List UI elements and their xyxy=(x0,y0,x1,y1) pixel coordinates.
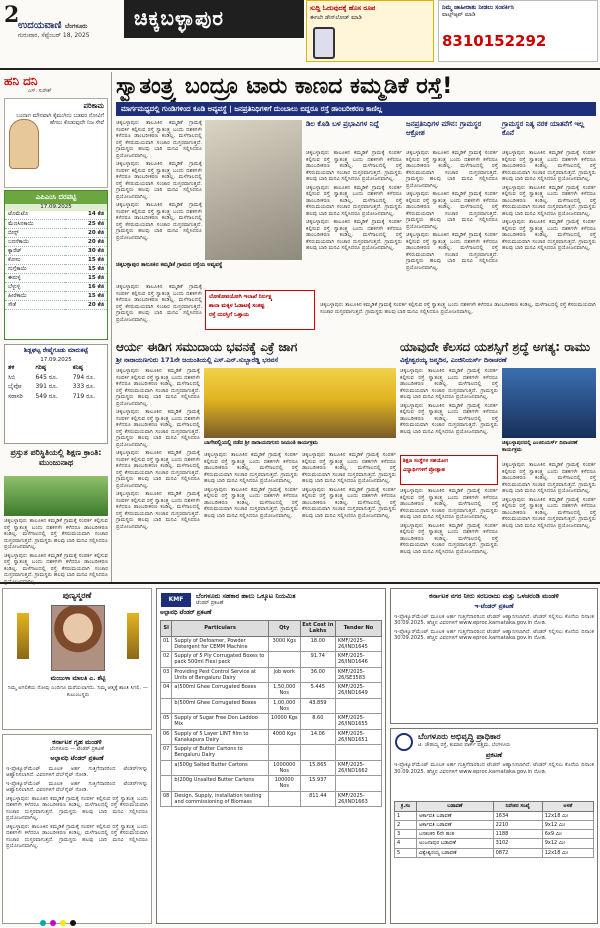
bda-cell: 12x18 ಮೀ xyxy=(542,848,593,857)
bda-cell: 1 xyxy=(395,811,417,820)
kmf-particulars: Providing Pest Control Service at Units of Bengaluru Dairy xyxy=(172,667,268,683)
water-board-notice xyxy=(390,588,598,724)
bda-title: ಬೆಂಗಳೂರು ಅಭಿವೃದ್ಧಿ ಪ್ರಾಧಿಕಾರ xyxy=(418,732,501,741)
kmf-row xyxy=(161,636,382,652)
bullet-item: ವಿದ್ಯಾರ್ಥಿಗಳಿಗೆ ಪ್ರೋತ್ಸಾಹ xyxy=(403,466,445,473)
event-photo xyxy=(204,368,396,438)
silk-row xyxy=(5,382,107,392)
silk-type: ಸಿಬಿ xyxy=(8,373,16,381)
kmf-cost: 18.00 xyxy=(300,636,335,652)
bda-emblem-icon xyxy=(395,733,413,751)
registration-mark xyxy=(60,920,66,926)
road-photo xyxy=(205,120,302,260)
notice-body: ಇ-ಪ್ರೊಕ್ಯೂರ್‌ಮೆಂಟ್ ಮೂಲಕ ಅರ್ಹ ಗುತ್ತಿಗೆದಾರರಿಂದ ಟೆಂಡರ್ ಆಹ್ವಾನಿಸಲಾಗಿದೆ. ಟೆಂಡರ್ ಸಲ್ಲಿಸಲು ಕೊನೆಯ ದಿನಾಂಕ 30.09.2025. ಹೆಚ್ಚಿನ ವಿವರಗಳಿಗೆ www.eproc.karnataka.gov.in ನೋಡಿ. ಇ-ಪ್ರೊಕ್ಯೂರ್‌ಮೆಂಟ್ ಮೂಲಕ ಅರ್ಹ ಗುತ್ತಿಗೆದಾರರಿಂದ ಟೆಂಡರ್ ಆಹ್ವಾನಿಸಲಾಗಿದೆ. ಟೆಂಡರ್ ಸಲ್ಲಿಸಲು ಕೊನೆಯ ದಿನಾಂಕ 30.09.2025. ಹೆಚ್ಚಿನ ವಿವರಗಳಿಗೆ www.eproc.karnataka.gov.in ನೋಡಿ. xyxy=(394,613,594,642)
kmf-row xyxy=(161,652,382,668)
kmf-tender-no: KMF/2025-26/IND1662 xyxy=(335,760,381,776)
kmf-qty: 10000 Kgs xyxy=(268,714,300,730)
kmf-qty: 1,50,000 Nos xyxy=(268,683,300,699)
apmc-price: 15 ಕೆಜಿ xyxy=(65,265,107,274)
silk-max: 391 ರೂ. xyxy=(35,383,58,391)
kmf-particulars: Supply of Sugar Free Don Laddoo Mix xyxy=(172,714,268,730)
apmc-price: 14 ಕೆಜಿ xyxy=(65,211,107,220)
silk-title: ಶಿಡ್ಲಘಟ್ಟ ರೇಷ್ಮೆಗೂಡು ಮಾರುಕಟ್ಟೆ xyxy=(23,347,89,354)
bullet-item: ಶಿಕ್ಷಣ ಸಂಸ್ಥೆಗಳ ಸಹಯೋಗ xyxy=(403,458,449,464)
apmc-row xyxy=(5,283,107,292)
registration-mark xyxy=(50,920,56,926)
silk-market-box xyxy=(4,344,108,444)
apmc-item: ಮೆಣಸಿನಕಾಯಿ xyxy=(5,220,65,229)
main-story-col1b: ಚಿಕ್ಕಬಳ್ಳಾಪುರ: ತಾಲೂಕಿನ ಕಮ್ಮಡಿಕೆ ಗ್ರಾಮಕ್ಕೆ ಸಂಪರ್ಕ ಕಲ್ಪಿಸುವ ರಸ್ತೆ ಸ್ವಾತಂತ್ರ್ಯ ಬಂದು ದಶಕಗಳೇ ಕಳೆದರೂ ಡಾಂಬರೀಕರಣ ಕಂಡಿಲ್ಲ. ಮಳೆಗಾಲದಲ್ಲಿ ರಸ್ತೆ ಕೆಸರುಮಯವಾಗಿ ಸಂಚಾರ ದುಸ್ತರವಾಗುತ್ತದೆ. ಗ್ರಾಮಸ್ಥರು ಹಲವು ಬಾರಿ ಮನವಿ ಸಲ್ಲಿಸಿದರೂ ಪ್ರಯೋಜನವಾಗಿಲ್ಲ. xyxy=(116,284,202,323)
bda-row xyxy=(395,839,594,848)
sidebar-box-3 xyxy=(502,120,596,150)
kmf-tender-no xyxy=(335,745,381,761)
kmf-cost: 91.74 xyxy=(300,652,335,668)
kmf-cost: 15.865 xyxy=(300,760,335,776)
bda-col: ಬಡಾವಣೆ xyxy=(417,802,494,811)
obituary-name: ಮಂಜುಳಾ ಮಾಲತಿ ಎ. ಶೆಟ್ಟಿ xyxy=(50,675,106,682)
tender-heading: ಅಲ್ಪಾವಧಿ ಟೆಂಡರ್ ಪ್ರಕಟಣೆ xyxy=(50,755,104,763)
kmf-tender-no: KMF/2025-26/IND1645 xyxy=(335,636,381,652)
apmc-item: ಕೋಸು xyxy=(5,256,65,265)
app-ad-title: ಸುದ್ದಿ ಓದುವುದಕ್ಕೆ ಹೊಸ ರೂಪ xyxy=(310,4,376,12)
apmc-price: 16 ಕೆಜಿ xyxy=(65,283,107,292)
notice-title: ಕರ್ನಾಟಕ ನಗರ ನೀರು ಸರಬರಾಜು ಮತ್ತು ಒಳಚರಂಡಿ ಮಂಡಳಿ xyxy=(429,592,559,600)
bda-cell: 0872 xyxy=(493,848,542,857)
kmf-qty: 1,00,000 Nos xyxy=(268,698,300,714)
main-headline[interactable]: ಸ್ವಾತಂತ್ರ್ಯ ಬಂದ್ರೂ ಟಾರು ಕಾಣದ ಕಮ್ಮಡಿಕೆ ರಸ್ತೆ! xyxy=(116,74,453,99)
kmf-tender-no xyxy=(335,776,381,792)
apmc-row xyxy=(5,256,107,265)
poem-text: ಬಂದಾಗ ಮೌನವಾಗಿ ಕೈಮುಗಿದು ಬಡವರ ನೋವಿಗೆ ಹೆಗಲು ಕೊಡುವುದೇ ನಿಜ ಸೇವೆ xyxy=(16,112,104,126)
obituary-text: ನಿಮ್ಮ ಅಗಲಿಕೆಯ ನೋವು ಎಂದಿಗೂ ಮರೆಯಲಾಗದು. ನಿಮ್ಮ ಆತ್ಮಕ್ಕೆ ಶಾಂತಿ ಸಿಗಲಿ. — ಕುಟುಂಬಸ್ಥರು xyxy=(8,685,148,698)
kmf-particulars: Supply of 5 Layer LINT film to Kanakapura Dairy xyxy=(172,729,268,745)
bda-cell: ಅಂಜನಾಪುರ ಬಡಾವಣೆ xyxy=(417,839,494,848)
silk-row xyxy=(5,392,107,402)
bda-body: ಇ-ಪ್ರೊಕ್ಯೂರ್‌ಮೆಂಟ್ ಮೂಲಕ ಅರ್ಹ ಗುತ್ತಿಗೆದಾರರಿಂದ ಟೆಂಡರ್ ಆಹ್ವಾನಿಸಲಾಗಿದೆ. ಟೆಂಡರ್ ಸಲ್ಲಿಸಲು ಕೊನೆಯ ದಿನಾಂಕ 30.09.2025. ಹೆಚ್ಚಿನ ವಿವರಗಳಿಗೆ www.eproc.karnataka.gov.in ನೋಡಿ. xyxy=(394,762,594,775)
apmc-row xyxy=(5,265,107,274)
engineers-photo xyxy=(502,368,596,438)
apmc-row xyxy=(5,274,107,283)
silk-min: 794 ರೂ. xyxy=(72,373,95,381)
kmf-row xyxy=(161,776,382,792)
advertise-ad-title: ನಿಮ್ಮ ಜಾಹೀರಾತು ನೀಡಲು ಸಂಪರ್ಕಿಸಿ xyxy=(442,4,514,11)
left-story-body: ಚಿಕ್ಕಬಳ್ಳಾಪುರ: ತಾಲೂಕಿನ ಕಮ್ಮಡಿಕೆ ಗ್ರಾಮಕ್ಕೆ ಸಂಪರ್ಕ ಕಲ್ಪಿಸುವ ರಸ್ತೆ ಸ್ವಾತಂತ್ರ್ಯ ಬಂದು ದಶಕಗಳೇ ಕಳೆದರೂ ಡಾಂಬರೀಕರಣ ಕಂಡಿಲ್ಲ. ಮಳೆಗಾಲದಲ್ಲಿ ರಸ್ತೆ ಕೆಸರುಮಯವಾಗಿ ಸಂಚಾರ ದುಸ್ತರವಾಗುತ್ತದೆ. ಗ್ರಾಮಸ್ಥರು ಹಲವು ಬಾರಿ ಮನವಿ ಸಲ್ಲಿಸಿದರೂ ಪ್ರಯೋಜನವಾಗಿಲ್ಲ. ಚಿಕ್ಕಬಳ್ಳಾಪುರ: ತಾಲೂಕಿನ ಕಮ್ಮಡಿಕೆ ಗ್ರಾಮಕ್ಕೆ ಸಂಪರ್ಕ ಕಲ್ಪಿಸುವ ರಸ್ತೆ ಸ್ವಾತಂತ್ರ್ಯ ಬಂದು ದಶಕಗಳೇ ಕಳೆದರೂ ಡಾಂಬರೀಕರಣ ಕಂಡಿಲ್ಲ. ಮಳೆಗಾಲದಲ್ಲಿ ರಸ್ತೆ ಕೆಸರುಮಯವಾಗಿ ಸಂಚಾರ ದುಸ್ತರವಾಗುತ್ತದೆ. ಗ್ರಾಮಸ್ಥರು ಹಲವು ಬಾರಿ ಮನವಿ ಸಲ್ಲಿಸಿದರೂ xyxy=(4,518,108,578)
apmc-price: 25 ಕೆಜಿ xyxy=(65,220,107,229)
silk-date: 17.09.2025 xyxy=(40,356,72,363)
kmf-logo: KMF xyxy=(161,593,191,607)
bda-row xyxy=(395,848,594,857)
kmf-col: Sl xyxy=(161,620,172,636)
apmc-row xyxy=(5,301,107,310)
kmf-cost xyxy=(300,745,335,761)
kmf-sl xyxy=(161,760,172,776)
silk-min: 719 ರೂ. xyxy=(72,392,95,400)
apmc-row xyxy=(5,292,107,301)
column-author: ಎಸ್. ಸುರೇಶ್ xyxy=(28,88,52,94)
apmc-row xyxy=(5,220,107,229)
main-story-col3: ಚಿಕ್ಕಬಳ್ಳಾಪುರ: ತಾಲೂಕಿನ ಕಮ್ಮಡಿಕೆ ಗ್ರಾಮಕ್ಕೆ ಸಂಪರ್ಕ ಕಲ್ಪಿಸುವ ರಸ್ತೆ ಸ್ವಾತಂತ್ರ್ಯ ಬಂದು ದಶಕಗಳೇ ಕಳೆದರೂ ಡಾಂಬರೀಕರಣ ಕಂಡಿಲ್ಲ. ಮಳೆಗಾಲದಲ್ಲಿ ರಸ್ತೆ ಕೆಸರುಮಯವಾಗಿ ಸಂಚಾರ ದುಸ್ತರವಾಗುತ್ತದೆ. ಗ್ರಾಮಸ್ಥರು ಹಲವು ಬಾರಿ ಮನವಿ ಸಲ್ಲಿಸಿದರೂ ಪ್ರಯೋಜನವಾಗಿಲ್ಲ. ಚಿಕ್ಕಬಳ್ಳಾಪುರ: ತಾಲೂಕಿನ ಕಮ್ಮಡಿಕೆ ಗ್ರಾಮಕ್ಕೆ ಸಂಪರ್ಕ ಕಲ್ಪಿಸುವ ರಸ್ತೆ ಸ್ವಾತಂತ್ರ್ಯ ಬಂದು ದಶಕಗಳೇ ಕಳೆದರೂ ಡಾಂಬರೀಕರಣ ಕಂಡಿಲ್ಲ. ಮಳೆಗಾಲದಲ್ಲಿ ರಸ್ತೆ ಕೆಸರುಮಯವಾಗಿ ಸಂಚಾರ ದುಸ್ತರವಾಗುತ್ತದೆ. ಗ್ರಾಮಸ್ಥರು ಹಲವು ಬಾರಿ ಮನವಿ ಸಲ್ಲಿಸಿದರೂ ಪ್ರಯೋಜನವಾಗಿಲ್ಲ. ಚಿಕ್ಕಬಳ್ಳಾಪುರ: ತಾಲೂಕಿನ ಕಮ್ಮಡಿಕೆ ಗ್ರಾಮಕ್ಕೆ ಸಂಪರ್ಕ ಕಲ್ಪಿಸುವ ರಸ್ತೆ ಸ್ವಾತಂತ್ರ್ಯ ಬಂದು ದಶಕಗಳೇ ಕಳೆದರೂ ಡಾಂಬರೀಕರಣ ಕಂಡಿಲ್ಲ. ಮಳೆಗಾಲದಲ್ಲಿ ರಸ್ತೆ ಕೆಸರುಮಯವಾಗಿ ಸಂಚಾರ ದುಸ್ತರವಾಗುತ್ತದೆ. ಗ್ರಾಮಸ್ಥರು ಹಲವು ಬಾರಿ ಮನವಿ ಸಲ್ಲಿಸಿದರೂ ಪ್ರಯೋಜನವಾಗಿಲ್ಲ. xyxy=(406,150,498,271)
silk-col: ಕನಿಷ್ಠ xyxy=(72,364,83,372)
app-ad-sub: ಈಗಲೇ ಡೌನ್‌ಲೋಡ್ ಮಾಡಿ xyxy=(310,15,362,22)
engineers-day-col2: ಚಿಕ್ಕಬಳ್ಳಾಪುರ: ತಾಲೂಕಿನ ಕಮ್ಮಡಿಕೆ ಗ್ರಾಮಕ್ಕೆ ಸಂಪರ್ಕ ಕಲ್ಪಿಸುವ ರಸ್ತೆ ಸ್ವಾತಂತ್ರ್ಯ ಬಂದು ದಶಕಗಳೇ ಕಳೆದರೂ ಡಾಂಬರೀಕರಣ ಕಂಡಿಲ್ಲ. ಮಳೆಗಾಲದಲ್ಲಿ ರಸ್ತೆ ಕೆಸರುಮಯವಾಗಿ ಸಂಚಾರ ದುಸ್ತರವಾಗುತ್ತದೆ. ಗ್ರಾಮಸ್ಥರು ಹಲವು ಬಾರಿ ಮನವಿ ಸಲ್ಲಿಸಿದರೂ ಪ್ರಯೋಜನವಾಗಿಲ್ಲ. ಚಿಕ್ಕಬಳ್ಳಾಪುರ: ತಾಲೂಕಿನ ಕಮ್ಮಡಿಕೆ ಗ್ರಾಮಕ್ಕೆ ಸಂಪರ್ಕ ಕಲ್ಪಿಸುವ ರಸ್ತೆ ಸ್ವಾತಂತ್ರ್ಯ ಬಂದು ದಶಕಗಳೇ ಕಳೆದರೂ ಡಾಂಬರೀಕರಣ ಕಂಡಿಲ್ಲ. ಮಳೆಗಾಲದಲ್ಲಿ ರಸ್ತೆ ಕೆಸರುಮಯವಾಗಿ ಸಂಚಾರ ದುಸ್ತರವಾಗುತ್ತದೆ. ಗ್ರಾಮಸ್ಥರು ಹಲವು ಬಾರಿ ಮನವಿ ಸಲ್ಲಿಸಿದರೂ ಪ್ರಯೋಜನವಾಗಿಲ್ಲ. xyxy=(400,488,498,555)
bda-row xyxy=(395,811,594,820)
bda-cell: 1634 xyxy=(493,811,542,820)
dateline: ಗುರುವಾರ, ಸೆಪ್ಟೆಂಬರ್ 18, 2025 xyxy=(18,32,90,39)
kmf-row xyxy=(161,760,382,776)
registration-mark xyxy=(70,920,76,926)
kmf-subtitle: ಟೆಂಡರ್ ಪ್ರಕಟಣೆ xyxy=(196,600,224,607)
kmf-row xyxy=(161,683,382,699)
apmc-price-box xyxy=(4,190,108,340)
engineers-day-subhead: ವಿಶ್ವೇಶ್ವರಯ್ಯ ಜನ್ಮದಿನ, ಎಂಜಿನಿಯರ್ಸ್ ದಿನಾಚರಣೆ xyxy=(400,356,507,364)
silk-max: 645 ರೂ. xyxy=(35,373,58,381)
section-divider xyxy=(0,582,600,584)
bda-cell: 3 xyxy=(395,830,417,839)
kmf-particulars: Supply of Defoamer, Powder Detergent for CEMM Machine xyxy=(172,636,268,652)
apmc-row xyxy=(5,238,107,247)
phone-icon xyxy=(313,27,335,59)
sidebar-box-2 xyxy=(406,120,498,150)
kmf-sl: 01 xyxy=(161,636,172,652)
apmc-row xyxy=(5,211,107,220)
kmf-sl: 07 xyxy=(161,745,172,761)
apmc-item: ಕ್ಯಾರೆಟ್ xyxy=(5,247,65,256)
apmc-price: 15 ಕೆಜಿ xyxy=(65,292,107,301)
sidebar-box-1-title: ಡಿಲ ಕೊಡಿ ಬಳ ಪ್ರಭಾವಿಗಳ ನಿದ್ದೆ xyxy=(306,120,380,128)
kmf-particulars: b)500ml Ghee Corrugated Boxes xyxy=(172,698,268,714)
silk-type: ಬೈವೋ xyxy=(8,383,22,391)
kmf-cost: 43.859 xyxy=(300,698,335,714)
kmf-particulars: Supply of Butter Cartons to Bengaluru Dairy xyxy=(172,745,268,761)
kmf-tender xyxy=(156,588,386,924)
apmc-price: 20 ಕೆಜಿ xyxy=(65,238,107,247)
apmc-price: 20 ಕೆಜಿ xyxy=(65,229,107,238)
left-story-headline[interactable]: ಪ್ರಸ್ತುತ ಪರಿಸ್ಥಿತಿಯಲ್ಲಿ ಶಿಕ್ಷಣ ಕ್ರಾಂತಿ: ಮುಂಜುನಾಥ xyxy=(10,448,102,467)
column-title: ಹನಿ ದನಿ xyxy=(4,74,38,88)
kmf-row xyxy=(161,667,382,683)
advertise-ad[interactable] xyxy=(438,0,598,62)
registration-mark xyxy=(40,920,46,926)
apmc-item: ಸೌತೆ xyxy=(5,301,65,310)
kmf-cost: 8.60 xyxy=(300,714,335,730)
engineers-day-headline[interactable]: ಯಾವುದೇ ಕೆಲಸದ ಯಶಸ್ಸಿಗೆ ಶ್ರದ್ಧೆ ಅಗತ್ಯ: ರಾಮು xyxy=(400,340,591,354)
main-subhead: ಮಾರ್ಗಮಧ್ಯದಲ್ಲಿ ಗುಂಡಿಗಳಿಂದ ಕೂಡಿ ಅವ್ಯವಸ್ಥೆ | ಜನಪ್ರತಿನಿಧಿಗಳಿಗೆ ದುಂಬಾಲು ಬಿದ್ದರೂ ರಸ್ತೆ ಡಾಂಬರೀಕರಣ ಕಾಣಿಲ್ಲ xyxy=(116,102,596,116)
tender-title: ಕರ್ನಾಟಕ ಗೃಹ ಮಂಡಳಿ xyxy=(52,738,102,746)
bda-cell: 9x12 ಮೀ xyxy=(542,820,593,829)
kmf-col: Qty xyxy=(268,620,300,636)
bda-cell: ಬನಶಂಕರಿ 6ನೇ ಹಂತ xyxy=(417,830,494,839)
bda-cell: 2210 xyxy=(493,820,542,829)
advertise-ad-sub: ವಾಟ್ಸ್‌ಆ್ಯಪ್ ಮಾಡಿ xyxy=(442,11,476,18)
bda-cell: 1188 xyxy=(493,830,542,839)
kmf-col: Particulars xyxy=(172,620,268,636)
bda-subtitle: ಟಿ. ಚೌಡಯ್ಯ ರಸ್ತೆ, ಕುಮಾರ ಪಾರ್ಕ್ ಪಶ್ಚಿಮ, ಬೆಂಗಳೂರು xyxy=(418,742,511,748)
kmf-sl: 06 xyxy=(161,729,172,745)
apmc-item: ಬದನೆಕಾಯಿ xyxy=(5,238,65,247)
bda-row xyxy=(395,820,594,829)
community-hall-col3: ಚಿಕ್ಕಬಳ್ಳಾಪುರ: ತಾಲೂಕಿನ ಕಮ್ಮಡಿಕೆ ಗ್ರಾಮಕ್ಕೆ ಸಂಪರ್ಕ ಕಲ್ಪಿಸುವ ರಸ್ತೆ ಸ್ವಾತಂತ್ರ್ಯ ಬಂದು ದಶಕಗಳೇ ಕಳೆದರೂ ಡಾಂಬರೀಕರಣ ಕಂಡಿಲ್ಲ. ಮಳೆಗಾಲದಲ್ಲಿ ರಸ್ತೆ ಕೆಸರುಮಯವಾಗಿ ಸಂಚಾರ ದುಸ್ತರವಾಗುತ್ತದೆ. ಗ್ರಾಮಸ್ಥರು ಹಲವು ಬಾರಿ ಮನವಿ ಸಲ್ಲಿಸಿದರೂ ಪ್ರಯೋಜನವಾಗಿಲ್ಲ. ಚಿಕ್ಕಬಳ್ಳಾಪುರ: ತಾಲೂಕಿನ ಕಮ್ಮಡಿಕೆ ಗ್ರಾಮಕ್ಕೆ ಸಂಪರ್ಕ ಕಲ್ಪಿಸುವ ರಸ್ತೆ ಸ್ವಾತಂತ್ರ್ಯ ಬಂದು ದಶಕಗಳೇ ಕಳೆದರೂ ಡಾಂಬರೀಕರಣ ಕಂಡಿಲ್ಲ. ಮಳೆಗಾಲದಲ್ಲಿ ರಸ್ತೆ ಕೆಸರುಮಯವಾಗಿ ಸಂಚಾರ ದುಸ್ತರವಾಗುತ್ತದೆ. ಗ್ರಾಮಸ್ಥರು ಹಲವು ಬಾರಿ ಮನವಿ ಸಲ್ಲಿಸಿದರೂ ಪ್ರಯೋಜನವಾಗಿಲ್ಲ. xyxy=(302,452,396,519)
kmf-cost: 15.937 xyxy=(300,776,335,792)
bullet-item: ರಸ್ತೆ ದುರಸ್ತಿಗೆ ಒತ್ತಾಯ xyxy=(209,311,250,318)
kmf-row xyxy=(161,791,382,807)
silk-col: ತಳಿ xyxy=(8,364,15,372)
bda-cell: 4 xyxy=(395,839,417,848)
kmf-row xyxy=(161,729,382,745)
bda-row xyxy=(395,830,594,839)
kmf-sl: 02 xyxy=(161,652,172,668)
kmf-tender-no: KMF/2025-26/IND1663 xyxy=(335,791,381,807)
kmf-row xyxy=(161,745,382,761)
engineers-day-col3: ಚಿಕ್ಕಬಳ್ಳಾಪುರ: ತಾಲೂಕಿನ ಕಮ್ಮಡಿಕೆ ಗ್ರಾಮಕ್ಕೆ ಸಂಪರ್ಕ ಕಲ್ಪಿಸುವ ರಸ್ತೆ ಸ್ವಾತಂತ್ರ್ಯ ಬಂದು ದಶಕಗಳೇ ಕಳೆದರೂ ಡಾಂಬರೀಕರಣ ಕಂಡಿಲ್ಲ. ಮಳೆಗಾಲದಲ್ಲಿ ರಸ್ತೆ ಕೆಸರುಮಯವಾಗಿ ಸಂಚಾರ ದುಸ್ತರವಾಗುತ್ತದೆ. ಗ್ರಾಮಸ್ಥರು ಹಲವು ಬಾರಿ ಮನವಿ ಸಲ್ಲಿಸಿದರೂ ಪ್ರಯೋಜನವಾಗಿಲ್ಲ. ಚಿಕ್ಕಬಳ್ಳಾಪುರ: ತಾಲೂಕಿನ ಕಮ್ಮಡಿಕೆ ಗ್ರಾಮಕ್ಕೆ ಸಂಪರ್ಕ ಕಲ್ಪಿಸುವ ರಸ್ತೆ ಸ್ವಾತಂತ್ರ್ಯ ಬಂದು ದಶಕಗಳೇ ಕಳೆದರೂ ಡಾಂಬರೀಕರಣ ಕಂಡಿಲ್ಲ. ಮಳೆಗಾಲದಲ್ಲಿ ರಸ್ತೆ ಕೆಸರುಮಯವಾಗಿ ಸಂಚಾರ ದುಸ್ತರವಾಗುತ್ತದೆ. ಗ್ರಾಮಸ್ಥರು ಹಲವು ಬಾರಿ ಮನವಿ ಸಲ್ಲಿಸಿದರೂ ಪ್ರಯೋಜನವಾಗಿಲ್ಲ. xyxy=(502,462,596,529)
sidebar-box-1 xyxy=(306,120,402,146)
apmc-table xyxy=(5,211,107,311)
bda-cell: ಅರ್ಕಾವತಿ ಬಡಾವಣೆ xyxy=(417,820,494,829)
apmc-item: ಟೊಮೆಟೊ xyxy=(5,211,65,220)
bda-cell: ಅರ್ಕಾವತಿ ಬಡಾವಣೆ xyxy=(417,811,494,820)
kmf-sl: 03 xyxy=(161,667,172,683)
apmc-date: 17.09.2025 xyxy=(5,204,107,211)
kmf-sl xyxy=(161,776,172,792)
kmf-qty: 1000000 Nos xyxy=(268,760,300,776)
community-hall-col2: ಚಿಕ್ಕಬಳ್ಳಾಪುರ: ತಾಲೂಕಿನ ಕಮ್ಮಡಿಕೆ ಗ್ರಾಮಕ್ಕೆ ಸಂಪರ್ಕ ಕಲ್ಪಿಸುವ ರಸ್ತೆ ಸ್ವಾತಂತ್ರ್ಯ ಬಂದು ದಶಕಗಳೇ ಕಳೆದರೂ ಡಾಂಬರೀಕರಣ ಕಂಡಿಲ್ಲ. ಮಳೆಗಾಲದಲ್ಲಿ ರಸ್ತೆ ಕೆಸರುಮಯವಾಗಿ ಸಂಚಾರ ದುಸ್ತರವಾಗುತ್ತದೆ. ಗ್ರಾಮಸ್ಥರು ಹಲವು ಬಾರಿ ಮನವಿ ಸಲ್ಲಿಸಿದರೂ ಪ್ರಯೋಜನವಾಗಿಲ್ಲ. ಚಿಕ್ಕಬಳ್ಳಾಪುರ: ತಾಲೂಕಿನ ಕಮ್ಮಡಿಕೆ ಗ್ರಾಮಕ್ಕೆ ಸಂಪರ್ಕ ಕಲ್ಪಿಸುವ ರಸ್ತೆ ಸ್ವಾತಂತ್ರ್ಯ ಬಂದು ದಶಕಗಳೇ ಕಳೆದರೂ ಡಾಂಬರೀಕರಣ ಕಂಡಿಲ್ಲ. ಮಳೆಗಾಲದಲ್ಲಿ ರಸ್ತೆ ಕೆಸರುಮಯವಾಗಿ ಸಂಚಾರ ದುಸ್ತರವಾಗುತ್ತದೆ. ಗ್ರಾಮಸ್ಥರು ಹಲವು ಬಾರಿ ಮನವಿ ಸಲ್ಲಿಸಿದರೂ ಪ್ರಯೋಜನವಾಗಿಲ್ಲ. xyxy=(204,452,298,519)
bda-cell: 5 xyxy=(395,848,417,857)
apmc-item: ಬೆಳ್ಳುಳ್ಳಿ xyxy=(5,283,65,292)
kmf-particulars: b)200g Unsalted Butter Cartons xyxy=(172,776,268,792)
kmf-cost: 5.445 xyxy=(300,683,335,699)
apmc-price: 20 ಕೆಜಿ xyxy=(65,301,107,310)
apmc-item: ಬೀನ್ಸ್ xyxy=(5,229,65,238)
advertise-phone[interactable]: 8310152292 xyxy=(442,32,547,51)
apmc-price: 15 ಕೆಜಿ xyxy=(65,256,107,265)
obituary-box xyxy=(2,588,152,730)
bda-col: ಅಳತೆ xyxy=(542,802,593,811)
kmf-tender-no: KMF/2025-26/IND1655 xyxy=(335,714,381,730)
kmf-subhead: ಅಲ್ಪಾವಧಿ ಟೆಂಡರ್ ಪ್ರಕಟಣೆ xyxy=(160,610,212,617)
kmf-tender-no: KMF/2025-26/IND1649 xyxy=(335,683,381,699)
apmc-row xyxy=(5,229,107,238)
engineers-day-col1: ಚಿಕ್ಕಬಳ್ಳಾಪುರ: ತಾಲೂಕಿನ ಕಮ್ಮಡಿಕೆ ಗ್ರಾಮಕ್ಕೆ ಸಂಪರ್ಕ ಕಲ್ಪಿಸುವ ರಸ್ತೆ ಸ್ವಾತಂತ್ರ್ಯ ಬಂದು ದಶಕಗಳೇ ಕಳೆದರೂ ಡಾಂಬರೀಕರಣ ಕಂಡಿಲ್ಲ. ಮಳೆಗಾಲದಲ್ಲಿ ರಸ್ತೆ ಕೆಸರುಮಯವಾಗಿ ಸಂಚಾರ ದುಸ್ತರವಾಗುತ್ತದೆ. ಗ್ರಾಮಸ್ಥರು ಹಲವು ಬಾರಿ ಮನವಿ ಸಲ್ಲಿಸಿದರೂ ಪ್ರಯೋಜನವಾಗಿಲ್ಲ. ಚಿಕ್ಕಬಳ್ಳಾಪುರ: ತಾಲೂಕಿನ ಕಮ್ಮಡಿಕೆ ಗ್ರಾಮಕ್ಕೆ ಸಂಪರ್ಕ ಕಲ್ಪಿಸುವ ರಸ್ತೆ ಸ್ವಾತಂತ್ರ್ಯ ಬಂದು ದಶಕಗಳೇ ಕಳೆದರೂ ಡಾಂಬರೀಕರಣ ಕಂಡಿಲ್ಲ. ಮಳೆಗಾಲದಲ್ಲಿ ರಸ್ತೆ ಕೆಸರುಮಯವಾಗಿ ಸಂಚಾರ ದುಸ್ತರವಾಗುತ್ತದೆ. ಗ್ರಾಮಸ್ಥರು ಹಲವು ಬಾರಿ ಮನವಿ ಸಲ್ಲಿಸಿದರೂ ಪ್ರಯೋಜನವಾಗಿಲ್ಲ. xyxy=(400,368,498,435)
tender-subtitle: ಬೆಂಗಳೂರು — ಟೆಂಡರ್ ಪ್ರಕಟಣೆ xyxy=(49,746,105,753)
lamp-icon xyxy=(127,613,139,659)
silk-max: 549 ರೂ. xyxy=(35,392,58,400)
engineers-bullets xyxy=(400,455,498,485)
kmf-sl: 05 xyxy=(161,714,172,730)
left-story-photo xyxy=(4,476,108,516)
kmf-cost: 811.44 xyxy=(300,791,335,807)
main-story-col1: ಚಿಕ್ಕಬಳ್ಳಾಪುರ: ತಾಲೂಕಿನ ಕಮ್ಮಡಿಕೆ ಗ್ರಾಮಕ್ಕೆ ಸಂಪರ್ಕ ಕಲ್ಪಿಸುವ ರಸ್ತೆ ಸ್ವಾತಂತ್ರ್ಯ ಬಂದು ದಶಕಗಳೇ ಕಳೆದರೂ ಡಾಂಬರೀಕರಣ ಕಂಡಿಲ್ಲ. ಮಳೆಗಾಲದಲ್ಲಿ ರಸ್ತೆ ಕೆಸರುಮಯವಾಗಿ ಸಂಚಾರ ದುಸ್ತರವಾಗುತ್ತದೆ. ಗ್ರಾಮಸ್ಥರು ಹಲವು ಬಾರಿ ಮನವಿ ಸಲ್ಲಿಸಿದರೂ ಪ್ರಯೋಜನವಾಗಿಲ್ಲ. ಚಿಕ್ಕಬಳ್ಳಾಪುರ: ತಾಲೂಕಿನ ಕಮ್ಮಡಿಕೆ ಗ್ರಾಮಕ್ಕೆ ಸಂಪರ್ಕ ಕಲ್ಪಿಸುವ ರಸ್ತೆ ಸ್ವಾತಂತ್ರ್ಯ ಬಂದು ದಶಕಗಳೇ ಕಳೆದರೂ ಡಾಂಬರೀಕರಣ ಕಂಡಿಲ್ಲ. ಮಳೆಗಾಲದಲ್ಲಿ ರಸ್ತೆ ಕೆಸರುಮಯವಾಗಿ ಸಂಚಾರ ದುಸ್ತರವಾಗುತ್ತದೆ. ಗ್ರಾಮಸ್ಥರು ಹಲವು ಬಾರಿ ಮನವಿ ಸಲ್ಲಿಸಿದರೂ ಪ್ರಯೋಜನವಾಗಿಲ್ಲ. ಚಿಕ್ಕಬಳ್ಳಾಪುರ: ತಾಲೂಕಿನ ಕಮ್ಮಡಿಕೆ ಗ್ರಾಮಕ್ಕೆ ಸಂಪರ್ಕ ಕಲ್ಪಿಸುವ ರಸ್ತೆ ಸ್ವಾತಂತ್ರ್ಯ ಬಂದು ದಶಕಗಳೇ ಕಳೆದರೂ ಡಾಂಬರೀಕರಣ ಕಂಡಿಲ್ಲ. ಮಳೆಗಾಲದಲ್ಲಿ ರಸ್ತೆ ಕೆಸರುಮಯವಾಗಿ ಸಂಚಾರ ದುಸ್ತರವಾಗುತ್ತದೆ. ಗ್ರಾಮಸ್ಥರು ಹಲವು ಬಾರಿ ಮನವಿ ಸಲ್ಲಿಸಿದರೂ ಪ್ರಯೋಜನವಾಗಿಲ್ಲ. xyxy=(116,120,202,241)
newspaper-brand: ಉದಯವಾಣಿ ಬೆಂಗಳೂರು xyxy=(18,20,88,31)
obituary-portrait xyxy=(51,605,105,671)
kmf-sl: 04 xyxy=(161,683,172,699)
kmf-tender-no: KMF/2025-26/IND1651 xyxy=(335,729,381,745)
poem-title: ಪರಿಕಾಮ xyxy=(83,102,104,110)
silk-col: ಗರಿಷ್ಠ xyxy=(35,364,46,372)
silk-row xyxy=(5,373,107,383)
kmf-particulars: Supply of 5 Ply Corrugated Boxes to pack 500ml Flexi pack xyxy=(172,652,268,668)
main-story-tail: ಚಿಕ್ಕಬಳ್ಳಾಪುರ: ತಾಲೂಕಿನ ಕಮ್ಮಡಿಕೆ ಗ್ರಾಮಕ್ಕೆ ಸಂಪರ್ಕ ಕಲ್ಪಿಸುವ ರಸ್ತೆ ಸ್ವಾತಂತ್ರ್ಯ ಬಂದು ದಶಕಗಳೇ ಕಳೆದರೂ ಡಾಂಬರೀಕರಣ ಕಂಡಿಲ್ಲ. ಮಳೆಗಾಲದಲ್ಲಿ ರಸ್ತೆ ಕೆಸರುಮಯವಾಗಿ ಸಂಚಾರ ದುಸ್ತರವಾಗುತ್ತದೆ. ಗ್ರಾಮಸ್ಥರು ಹಲವು ಬಾರಿ ಮನವಿ ಸಲ್ಲಿಸಿದರೂ ಪ್ರಯೋಜನವಾಗಿಲ್ಲ. xyxy=(320,302,596,315)
apmc-price: 15 ಕೆಜಿ xyxy=(65,274,107,283)
page-number: 2 xyxy=(4,2,20,28)
silk-type: ಸರಾಸರಿ xyxy=(8,392,23,400)
bda-cell: 9x12 ಮೀ xyxy=(542,839,593,848)
apmc-item: ನುಗ್ಗೆಕಾಯಿ xyxy=(5,265,65,274)
bullet-item: ಶಾಲಾ ಮಕ್ಕಳ ಓಡಾಟಕ್ಕೆ ಸಂಕಷ್ಟ xyxy=(209,302,265,309)
community-hall-col1: ಚಿಕ್ಕಬಳ್ಳಾಪುರ: ತಾಲೂಕಿನ ಕಮ್ಮಡಿಕೆ ಗ್ರಾಮಕ್ಕೆ ಸಂಪರ್ಕ ಕಲ್ಪಿಸುವ ರಸ್ತೆ ಸ್ವಾತಂತ್ರ್ಯ ಬಂದು ದಶಕಗಳೇ ಕಳೆದರೂ ಡಾಂಬರೀಕರಣ ಕಂಡಿಲ್ಲ. ಮಳೆಗಾಲದಲ್ಲಿ ರಸ್ತೆ ಕೆಸರುಮಯವಾಗಿ ಸಂಚಾರ ದುಸ್ತರವಾಗುತ್ತದೆ. ಗ್ರಾಮಸ್ಥರು ಹಲವು ಬಾರಿ ಮನವಿ ಸಲ್ಲಿಸಿದರೂ ಪ್ರಯೋಜನವಾಗಿಲ್ಲ. ಚಿಕ್ಕಬಳ್ಳಾಪುರ: ತಾಲೂಕಿನ ಕಮ್ಮಡಿಕೆ ಗ್ರಾಮಕ್ಕೆ ಸಂಪರ್ಕ ಕಲ್ಪಿಸುವ ರಸ್ತೆ ಸ್ವಾತಂತ್ರ್ಯ ಬಂದು ದಶಕಗಳೇ ಕಳೆದರೂ ಡಾಂಬರೀಕರಣ ಕಂಡಿಲ್ಲ. ಮಳೆಗಾಲದಲ್ಲಿ ರಸ್ತೆ ಕೆಸರುಮಯವಾಗಿ ಸಂಚಾರ ದುಸ್ತರವಾಗುತ್ತದೆ. ಗ್ರಾಮಸ್ಥರು ಹಲವು ಬಾರಿ ಮನವಿ ಸಲ್ಲಿಸಿದರೂ ಪ್ರಯೋಜನವಾಗಿಲ್ಲ. ಚಿಕ್ಕಬಳ್ಳಾಪುರ: ತಾಲೂಕಿನ ಕಮ್ಮಡಿಕೆ ಗ್ರಾಮಕ್ಕೆ ಸಂಪರ್ಕ ಕಲ್ಪಿಸುವ ರಸ್ತೆ ಸ್ವಾತಂತ್ರ್ಯ ಬಂದು ದಶಕಗಳೇ ಕಳೆದರೂ ಡಾಂಬರೀಕರಣ ಕಂಡಿಲ್ಲ. ಮಳೆಗಾಲದಲ್ಲಿ ರಸ್ತೆ ಕೆಸರುಮಯವಾಗಿ ಸಂಚಾರ ದುಸ್ತರವಾಗುತ್ತದೆ. ಗ್ರಾಮಸ್ಥರು ಹಲವು ಬಾರಿ ಮನವಿ ಸಲ್ಲಿಸಿದರೂ ಪ್ರಯೋಜನವಾಗಿಲ್ಲ. ಚಿಕ್ಕಬಳ್ಳಾಪುರ: ತಾಲೂಕಿನ ಕಮ್ಮಡಿಕೆ ಗ್ರಾಮಕ್ಕೆ ಸಂಪರ್ಕ ಕಲ್ಪಿಸುವ ರಸ್ತೆ ಸ್ವಾತಂತ್ರ್ಯ ಬಂದು ದಶಕಗಳೇ ಕಳೆದರೂ ಡಾಂಬರೀಕರಣ ಕಂಡಿಲ್ಲ. ಮಳೆಗಾಲದಲ್ಲಿ ರಸ್ತೆ ಕೆಸರುಮಯವಾಗಿ ಸಂಚಾರ ದುಸ್ತರವಾಗುತ್ತದೆ. ಗ್ರಾಮಸ್ಥರು ಹಲವು ಬಾರಿ ಮನವಿ ಸಲ್ಲಿಸಿದರೂ ಪ್ರಯೋಜನವಾಗಿಲ್ಲ. xyxy=(116,368,200,530)
silk-min: 333 ರೂ. xyxy=(72,383,95,391)
kmf-qty: 4000 Kgs xyxy=(268,729,300,745)
main-story-col2: ಚಿಕ್ಕಬಳ್ಳಾಪುರ: ತಾಲೂಕಿನ ಕಮ್ಮಡಿಕೆ ಗ್ರಾಮಕ್ಕೆ ಸಂಪರ್ಕ ಕಲ್ಪಿಸುವ ರಸ್ತೆ ಸ್ವಾತಂತ್ರ್ಯ ಬಂದು ದಶಕಗಳೇ ಕಳೆದರೂ ಡಾಂಬರೀಕರಣ ಕಂಡಿಲ್ಲ. ಮಳೆಗಾಲದಲ್ಲಿ ರಸ್ತೆ ಕೆಸರುಮಯವಾಗಿ ಸಂಚಾರ ದುಸ್ತರವಾಗುತ್ತದೆ. ಗ್ರಾಮಸ್ಥರು ಹಲವು ಬಾರಿ ಮನವಿ ಸಲ್ಲಿಸಿದರೂ ಪ್ರಯೋಜನವಾಗಿಲ್ಲ. ಚಿಕ್ಕಬಳ್ಳಾಪುರ: ತಾಲೂಕಿನ ಕಮ್ಮಡಿಕೆ ಗ್ರಾಮಕ್ಕೆ ಸಂಪರ್ಕ ಕಲ್ಪಿಸುವ ರಸ್ತೆ ಸ್ವಾತಂತ್ರ್ಯ ಬಂದು ದಶಕಗಳೇ ಕಳೆದರೂ ಡಾಂಬರೀಕರಣ ಕಂಡಿಲ್ಲ. ಮಳೆಗಾಲದಲ್ಲಿ ರಸ್ತೆ ಕೆಸರುಮಯವಾಗಿ ಸಂಚಾರ ದುಸ್ತರವಾಗುತ್ತದೆ. ಗ್ರಾಮಸ್ಥರು ಹಲವು ಬಾರಿ ಮನವಿ ಸಲ್ಲಿಸಿದರೂ ಪ್ರಯೋಜನವಾಗಿಲ್ಲ. ಚಿಕ್ಕಬಳ್ಳಾಪುರ: ತಾಲೂಕಿನ ಕಮ್ಮಡಿಕೆ ಗ್ರಾಮಕ್ಕೆ ಸಂಪರ್ಕ ಕಲ್ಪಿಸುವ ರಸ್ತೆ ಸ್ವಾತಂತ್ರ್ಯ ಬಂದು ದಶಕಗಳೇ ಕಳೆದರೂ ಡಾಂಬರೀಕರಣ ಕಂಡಿಲ್ಲ. ಮಳೆಗಾಲದಲ್ಲಿ ರಸ್ತೆ ಕೆಸರುಮಯವಾಗಿ ಸಂಚಾರ ದುಸ್ತರವಾಗುತ್ತದೆ. ಗ್ರಾಮಸ್ಥರು ಹಲವು ಬಾರಿ ಮನವಿ ಸಲ್ಲಿಸಿದರೂ ಪ್ರಯೋಜನವಾಗಿಲ್ಲ. xyxy=(306,150,402,251)
kmf-tender-no: KMF/2025-26/IND1646 xyxy=(335,652,381,668)
silk-table xyxy=(5,363,107,401)
edition-title: ಚಿಕ್ಕಬಳ್ಳಾಪುರ xyxy=(124,0,304,38)
bda-table xyxy=(394,801,594,858)
kmf-qty xyxy=(268,745,300,761)
kmf-qty xyxy=(268,652,300,668)
bda-cell: 3102 xyxy=(493,839,542,848)
app-ad[interactable] xyxy=(306,0,434,62)
bda-cell: 12x18 ಮೀ xyxy=(542,811,593,820)
kmf-tender-table xyxy=(160,620,382,808)
notice-heading: ಇ-ಟೆಂಡರ್ ಪ್ರಕಟಣೆ xyxy=(474,603,514,611)
kmf-particulars: a)500g Salted Butter Cartons xyxy=(172,760,268,776)
bda-heading: ಪ್ರಕಟಣೆ xyxy=(485,751,503,760)
kmf-qty: 3000 Kgs xyxy=(268,636,300,652)
bda-cell: 2 xyxy=(395,820,417,829)
bda-col: ಕ್ರ.ಸಂ xyxy=(395,802,417,811)
kmf-qty: 100000 Nos xyxy=(268,776,300,792)
kmf-cost: 14.06 xyxy=(300,729,335,745)
kmf-tender-no xyxy=(335,698,381,714)
kmf-particulars: Design, Supply, installation testing and commissioning of Biomass xyxy=(172,791,268,807)
tender-body: ಇ-ಪ್ರೊಕ್ಯೂರ್‌ಮೆಂಟ್ ಮೂಲಕ ಅರ್ಹ ಗುತ್ತಿಗೆದಾರರಿಂದ ಟೆಂಡರ್‌ಗಳನ್ನು ಆಹ್ವಾನಿಸಲಾಗಿದೆ. ವಿವರಗಳಿಗೆ ವೆಬ್‌ಸೈಟ್ ನೋಡಿ. ಇ-ಪ್ರೊಕ್ಯೂರ್‌ಮೆಂಟ್ ಮೂಲಕ ಅರ್ಹ ಗುತ್ತಿಗೆದಾರರಿಂದ ಟೆಂಡರ್‌ಗಳನ್ನು ಆಹ್ವಾನಿಸಲಾಗಿದೆ. ವಿವರಗಳಿಗೆ ವೆಬ್‌ಸೈಟ್ ನೋಡಿ. ಚಿಕ್ಕಬಳ್ಳಾಪುರ: ತಾಲೂಕಿನ ಕಮ್ಮಡಿಕೆ ಗ್ರಾಮಕ್ಕೆ ಸಂಪರ್ಕ ಕಲ್ಪಿಸುವ ರಸ್ತೆ ಸ್ವಾತಂತ್ರ್ಯ ಬಂದು ದಶಕಗಳೇ ಕಳೆದರೂ ಡಾಂಬರೀಕರಣ ಕಂಡಿಲ್ಲ. ಮಳೆಗಾಲದಲ್ಲಿ ರಸ್ತೆ ಕೆಸರುಮಯವಾಗಿ ಸಂಚಾರ ದುಸ್ತರವಾಗುತ್ತದೆ. ಗ್ರಾಮಸ್ಥರು ಹಲವು ಬಾರಿ ಮನವಿ ಸಲ್ಲಿಸಿದರೂ ಪ್ರಯೋಜನವಾಗಿಲ್ಲ. ಚಿಕ್ಕಬಳ್ಳಾಪುರ: ತಾಲೂಕಿನ ಕಮ್ಮಡಿಕೆ ಗ್ರಾಮಕ್ಕೆ ಸಂಪರ್ಕ ಕಲ್ಪಿಸುವ ರಸ್ತೆ ಸ್ವಾತಂತ್ರ್ಯ ಬಂದು ದಶಕಗಳೇ ಕಳೆದರೂ ಡಾಂಬರೀಕರಣ ಕಂಡಿಲ್ಲ. ಮಳೆಗಾಲದಲ್ಲಿ ರಸ್ತೆ ಕೆಸರುಮಯವಾಗಿ ಸಂಚಾರ ದುಸ್ತರವಾಗುತ್ತದೆ. ಗ್ರಾಮಸ್ಥರು ಹಲವು ಬಾರಿ ಮನವಿ ಸಲ್ಲಿಸಿದರೂ ಪ್ರಯೋಜನವಾಗಿಲ್ಲ. xyxy=(6,765,148,850)
apmc-title: ಎಪಿಎಂಸಿ ದರಪಟ್ಟಿ xyxy=(5,191,107,204)
kmf-qty: job work xyxy=(268,667,300,683)
kmf-sl: 08 xyxy=(161,791,172,807)
lamp-icon xyxy=(17,613,29,659)
kmf-sl xyxy=(161,698,172,714)
main-story-col4: ಚಿಕ್ಕಬಳ್ಳಾಪುರ: ತಾಲೂಕಿನ ಕಮ್ಮಡಿಕೆ ಗ್ರಾಮಕ್ಕೆ ಸಂಪರ್ಕ ಕಲ್ಪಿಸುವ ರಸ್ತೆ ಸ್ವಾತಂತ್ರ್ಯ ಬಂದು ದಶಕಗಳೇ ಕಳೆದರೂ ಡಾಂಬರೀಕರಣ ಕಂಡಿಲ್ಲ. ಮಳೆಗಾಲದಲ್ಲಿ ರಸ್ತೆ ಕೆಸರುಮಯವಾಗಿ ಸಂಚಾರ ದುಸ್ತರವಾಗುತ್ತದೆ. ಗ್ರಾಮಸ್ಥರು ಹಲವು ಬಾರಿ ಮನವಿ ಸಲ್ಲಿಸಿದರೂ ಪ್ರಯೋಜನವಾಗಿಲ್ಲ. ಚಿಕ್ಕಬಳ್ಳಾಪುರ: ತಾಲೂಕಿನ ಕಮ್ಮಡಿಕೆ ಗ್ರಾಮಕ್ಕೆ ಸಂಪರ್ಕ ಕಲ್ಪಿಸುವ ರಸ್ತೆ ಸ್ವಾತಂತ್ರ್ಯ ಬಂದು ದಶಕಗಳೇ ಕಳೆದರೂ ಡಾಂಬರೀಕರಣ ಕಂಡಿಲ್ಲ. ಮಳೆಗಾಲದಲ್ಲಿ ರಸ್ತೆ ಕೆಸರುಮಯವಾಗಿ ಸಂಚಾರ ದುಸ್ತರವಾಗುತ್ತದೆ. ಗ್ರಾಮಸ್ಥರು ಹಲವು ಬಾರಿ ಮನವಿ ಸಲ್ಲಿಸಿದರೂ ಪ್ರಯೋಜನವಾಗಿಲ್ಲ. ಚಿಕ್ಕಬಳ್ಳಾಪುರ: ತಾಲೂಕಿನ ಕಮ್ಮಡಿಕೆ ಗ್ರಾಮಕ್ಕೆ ಸಂಪರ್ಕ ಕಲ್ಪಿಸುವ ರಸ್ತೆ ಸ್ವಾತಂತ್ರ್ಯ ಬಂದು ದಶಕಗಳೇ ಕಳೆದರೂ ಡಾಂಬರೀಕರಣ ಕಂಡಿಲ್ಲ. ಮಳೆಗಾಲದಲ್ಲಿ ರಸ್ತೆ ಕೆಸರುಮಯವಾಗಿ ಸಂಚಾರ ದುಸ್ತರವಾಗುತ್ತದೆ. ಗ್ರಾಮಸ್ಥರು ಹಲವು ಬಾರಿ ಮನವಿ ಸಲ್ಲಿಸಿದರೂ ಪ್ರಯೋಜನವಾಗಿಲ್ಲ. xyxy=(502,150,596,251)
kmf-row xyxy=(161,714,382,730)
bda-notice xyxy=(390,728,598,924)
engineers-photo-caption: ಚಿಕ್ಕಬಳ್ಳಾಪುರದಲ್ಲಿ ಎಂಜಿನಿಯರ್ಸ್ ದಿನಾಚರಣೆ ಕಾರ್ಯಕ್ರಮ xyxy=(502,440,578,453)
apmc-item: ಹೀರೆಕಾಯಿ xyxy=(5,292,65,301)
event-photo-caption: ಬಾಗೇಪಲ್ಲಿಯಲ್ಲಿ ನಡೆದ ಶ್ರೀ ನಾರಾಯಣಗುರು ಜಯಂತಿ ಕಾರ್ಯಕ್ರಮ xyxy=(204,440,318,446)
bda-col: ನಿವೇಶನ ಸಂಖ್ಯೆ xyxy=(493,802,542,811)
kmf-cost: 36.00 xyxy=(300,667,335,683)
kmf-particulars: a)500ml Ghee Corrugated Boxes xyxy=(172,683,268,699)
highlight-bullets xyxy=(205,290,315,330)
kmf-col: Est Cost in Lakhs xyxy=(300,620,335,636)
apmc-row xyxy=(5,247,107,256)
road-photo-caption: ಚಿಕ್ಕಬಳ್ಳಾಪುರ ತಾಲೂಕಿನ ಕಮ್ಮಡಿಕೆ ಗ್ರಾಮದ ರಸ್ತೆಯ ಅವ್ಯವಸ್ಥೆ xyxy=(116,262,223,268)
kmf-qty xyxy=(268,791,300,807)
apmc-price: 30 ಕೆಜಿ xyxy=(65,247,107,256)
kmf-title: ಬೆಂಗಳೂರು ಸಹಕಾರ ಹಾಲು ಒಕ್ಕೂಟ ನಿಯಮಿತ xyxy=(196,592,296,600)
kmf-tender-no: KMF/2025-26/SE3583 xyxy=(335,667,381,683)
kmf-col: Tender No xyxy=(335,620,381,636)
sidebar-box-3-title: ಗ್ರಾಮಸ್ಥರ ನಿತ್ಯ ನರಕ ಯಾತನೆಗೆ ಇಲ್ಲ ಕೊನೆ xyxy=(502,120,585,137)
community-hall-headline[interactable]: ಆರ್ಯ ಈಡಿಗ ಸಮುದಾಯ ಭವನಕ್ಕೆ ಎಕ್ರೆ ಜಾಗ xyxy=(116,340,298,354)
bda-cell: ವಿಶ್ವೇಶ್ವರಯ್ಯ ಬಡಾವಣೆ xyxy=(417,848,494,857)
obituary-title: ಪುಣ್ಯಸ್ಮರಣೆ xyxy=(62,591,92,600)
housing-board-tender xyxy=(2,734,152,924)
community-hall-subhead: ಶ್ರೀ ನಾರಾಯಣಗುರು 171ನೇ ಜಯಂತಿಯಲ್ಲಿ ಎಸ್.ಎನ್.ಸುಬ್ಬಾರೆಡ್ಡಿ ಭರವಸೆ xyxy=(116,356,279,364)
bullet-item: ಲೋಕೋಪಯೋಗಿ ಇಲಾಖೆ ನಿರ್ಲಕ್ಷ್ಯ xyxy=(209,294,273,300)
cartoon-figure-icon xyxy=(9,119,39,169)
poem-box xyxy=(4,98,108,188)
bda-cell: 6x9 ಮೀ xyxy=(542,830,593,839)
sidebar-box-2-title: ಜನಪ್ರತಿನಿಧಿಗಳ ಮೌನ: ಗ್ರಾಮಸ್ಥರ ಆಕ್ರೋಶ xyxy=(406,120,482,137)
kmf-row xyxy=(161,698,382,714)
apmc-item: ಈರುಳ್ಳಿ xyxy=(5,274,65,283)
